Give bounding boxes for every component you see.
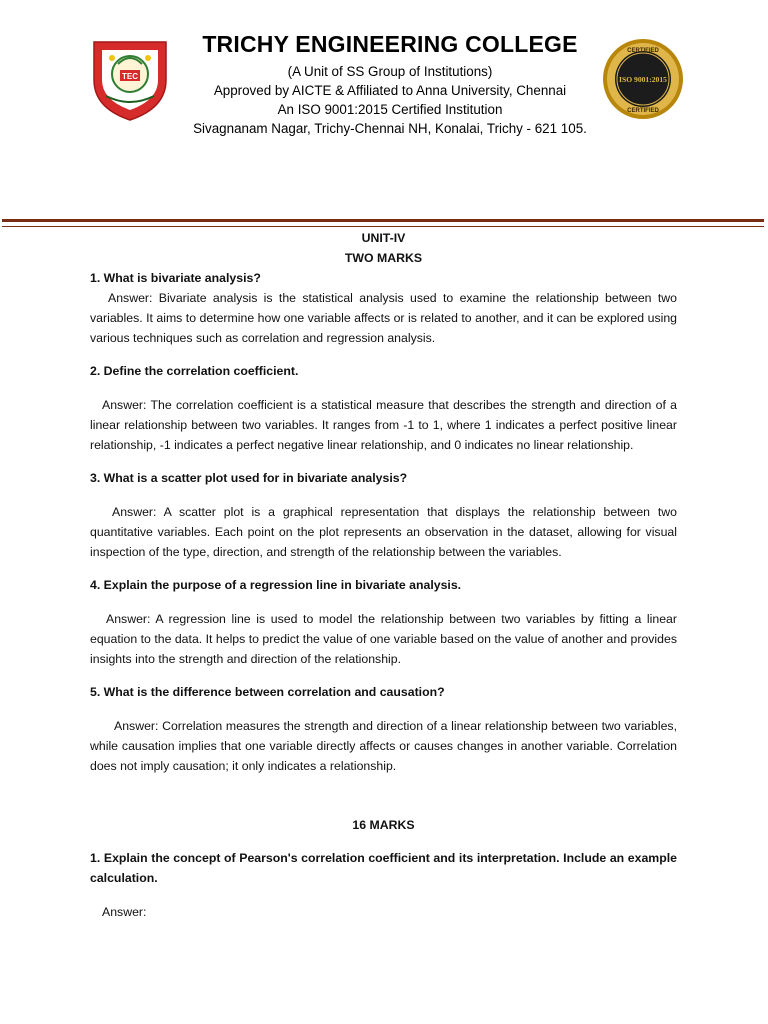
answer-2: Answer: The correlation coefficient is a statistical measure that describes the strength and direction of a linear relationship between two variables. It ranges from -1 to 1, where 1 indicates a perfect positive linear relationship, -1 indicates a perfect negative linear relationship, and 0 indicates no linear relationship. — [90, 398, 677, 452]
question-bank-body — [90, 228, 677, 922]
header-divider-thick — [2, 219, 764, 222]
approval-line: Approved by AICTE & Affiliated to Anna University, Chennai — [213, 83, 567, 98]
unit-heading: UNIT-IV — [361, 231, 406, 245]
question-4: 4. Explain the purpose of a regression line in bivariate analysis. — [90, 578, 462, 592]
answer-3: Answer: A scatter plot is a graphical representation that displays the relationship between two quantitative variables. Each point on the plot represents an observation in the dataset, allowing for visual inspection of the type, direction, and strength of the relationship between the variables. — [90, 505, 677, 559]
header-divider-thin — [2, 226, 764, 227]
svg-text:CERTIFIED: CERTIFIED — [627, 108, 659, 114]
question-3: 3. What is a scatter plot used for in bivariate analysis? — [90, 471, 408, 485]
question-1: 1. What is bivariate analysis? — [90, 271, 261, 285]
long-question-1: 1. Explain the concept of Pearson's correlation coefficient and its interpretation. Include an example calculation. — [90, 851, 677, 885]
answer-4: Answer: A regression line is used to model the relationship between two variables by fitting a linear equation to the data. It helps to predict the value of one variable based on the value of another and provides insights into the strength and direction of the relationship. — [90, 612, 677, 666]
sixteen-marks-heading: 16 MARKS — [352, 818, 415, 832]
svg-text:ISO 9001:2015: ISO 9001:2015 — [619, 75, 667, 84]
letterhead — [0, 0, 768, 150]
long-answer-1: Answer: — [102, 905, 147, 919]
crest-label: TEC — [122, 72, 138, 81]
iso-certified-badge-icon — [602, 38, 684, 120]
two-marks-heading: TWO MARKS — [344, 251, 423, 265]
iso-line: An ISO 9001:2015 Certified Institution — [277, 102, 503, 117]
answer-5: Answer: Correlation measures the strength and direction of a linear relationship between two variables, while causation implies that one variable directly affects or causes changes in another variable. Correlation does not imply causation; it only indicates a relationship. — [90, 719, 677, 773]
question-2: 2. Define the correlation coefficient. — [90, 364, 299, 378]
answer-1: Answer: Bivariate analysis is the statistical analysis used to examine the relationship between two variables. It aims to determine how one variable affects or is related to another, and it can be explored using various techniques such as correlation and regression analysis. — [90, 291, 677, 345]
svg-text:CERTIFIED: CERTIFIED — [627, 48, 659, 54]
college-name: TRICHY ENGINEERING COLLEGE — [202, 31, 578, 57]
question-5: 5. What is the difference between correlation and causation? — [90, 685, 445, 699]
address-line: Sivagnanam Nagar, Trichy-Chennai NH, Konalai, Trichy - 621 105. — [193, 121, 587, 136]
institution-unit-line: (A Unit of SS Group of Institutions) — [287, 64, 493, 79]
